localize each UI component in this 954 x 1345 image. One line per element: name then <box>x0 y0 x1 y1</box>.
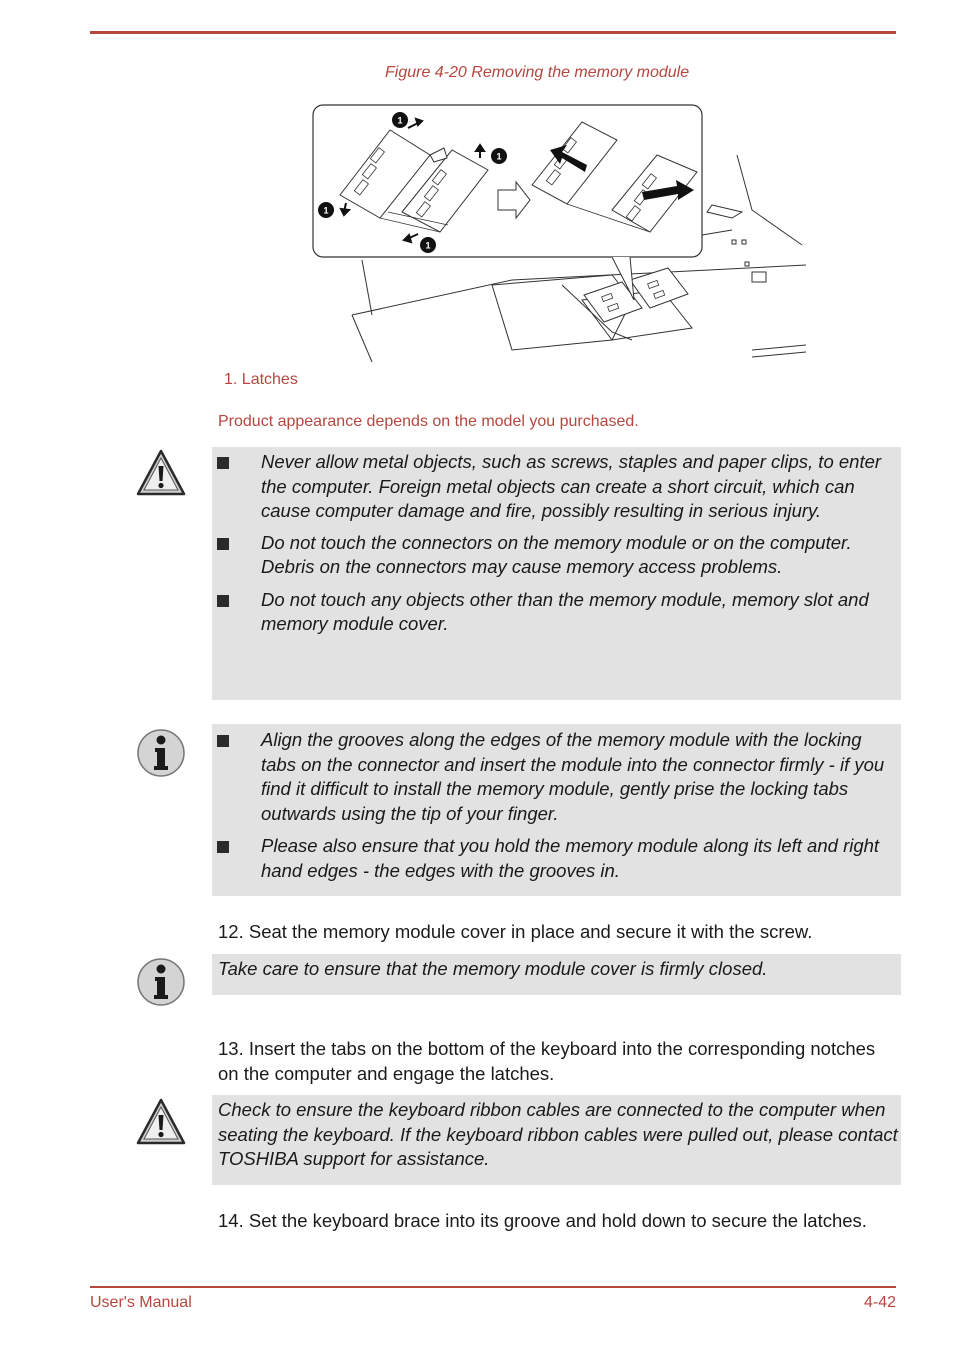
step-13: 13. Insert the tabs on the bottom of the keyboard into the corresponding notches on the computer and engage the latches. <box>218 1038 876 1084</box>
memory-module-illustration <box>312 100 806 362</box>
callout-latch-4: 1 <box>425 240 431 251</box>
footer-rule <box>90 1286 896 1288</box>
warning-triangle-icon <box>135 1097 187 1149</box>
figure-caption: Figure 4-20 Removing the memory module <box>385 64 690 81</box>
info-item: Align the grooves along the edges of the memory module with the locking tabs on the connector and insert the module into the connector firmly - if you find it difficult to install the memory module, gently prise the locking tabs outwards using the tip of your finger. <box>212 728 901 826</box>
bullet-square-icon <box>217 538 229 550</box>
page-number: 4-42 <box>863 1294 896 1311</box>
bullet-square-icon <box>217 457 229 469</box>
appearance-note: Product appearance depends on the model you purchased. <box>218 413 639 430</box>
bullet-square-icon <box>217 735 229 747</box>
info-note-box <box>212 954 901 995</box>
header-rule <box>90 31 896 34</box>
callout-latch-1: 1 <box>397 115 403 126</box>
warning-item: Never allow metal objects, such as screws, staples and paper clips, to enter the computer. Foreign metal objects can create a short circuit, which can cause computer damage and fire, possibly resulting in serious injury. <box>212 450 901 524</box>
info-icon <box>135 727 187 779</box>
step-14: 14. Set the keyboard brace into its groove and hold down to secure the latches. <box>218 1210 867 1231</box>
warning-note-text: Check to ensure the keyboard ribbon cables are connected to the computer when seating the keyboard. If the keyboard ribbon cables were pulled out, please contact TOSHIBA support for assistance. <box>218 1099 898 1169</box>
info-icon <box>135 956 187 1008</box>
info-note-text: Take care to ensure that the memory module cover is firmly closed. <box>218 958 768 979</box>
callout-latch-2: 1 <box>496 151 502 162</box>
info-box <box>212 724 901 896</box>
warning-item: Do not touch the connectors on the memory module or on the computer. Debris on the connectors may cause memory access problems. <box>212 531 901 580</box>
bullet-square-icon <box>217 841 229 853</box>
bullet-square-icon <box>217 595 229 607</box>
info-item: Please also ensure that you hold the memory module along its left and right hand edges - the edges with the grooves in. <box>212 834 901 883</box>
footer-manual-title: User's Manual <box>90 1294 192 1311</box>
figure-legend: 1. Latches <box>224 371 298 388</box>
warning-triangle-icon <box>135 448 187 500</box>
warning-box <box>212 447 901 700</box>
step-12: 12. Seat the memory module cover in place and secure it with the screw. <box>218 921 813 942</box>
warning-note-box <box>212 1095 901 1185</box>
warning-item: Do not touch any objects other than the memory module, memory slot and memory module cover. <box>212 588 901 637</box>
callout-latch-3: 1 <box>323 205 329 216</box>
